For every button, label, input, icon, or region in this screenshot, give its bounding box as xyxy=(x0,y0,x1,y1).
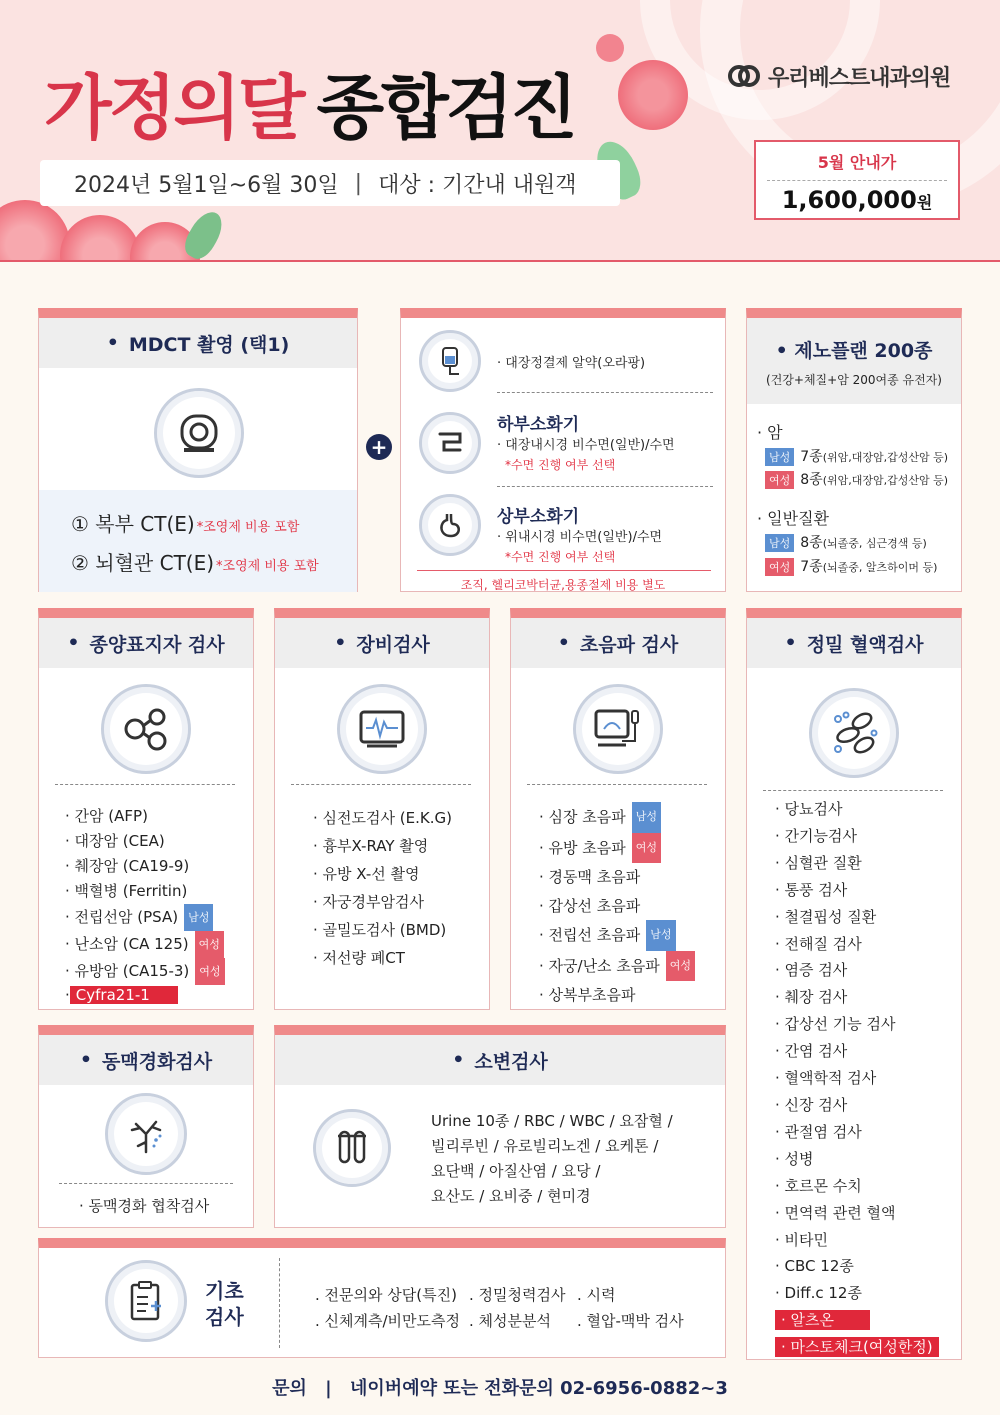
clipboard-icon xyxy=(105,1260,187,1342)
geno-general-female: 여성 7종(뇌졸중, 알츠하이머 등) xyxy=(765,556,937,576)
geno-cancer-label: · 암 xyxy=(757,423,783,442)
urine-items: Urine 10종 / RBC / WBC / 요잠혈 / 빌리루빈 / 유로빌리노겐 / 요케톤 / 요단백 / 아질산염 / 요당 / 요산도 / 요비중 / 현미경 xyxy=(431,1112,673,1205)
stomach-icon xyxy=(419,494,481,556)
list-item: · 백혈병 (Ferritin) xyxy=(65,882,188,900)
list-item: · 난소암 (CA 125) 여성 xyxy=(65,931,225,958)
artery-item: · 동맥경화 협착검사 xyxy=(79,1197,210,1215)
list-item: · 간기능검사 xyxy=(775,826,857,845)
equipment-list xyxy=(313,804,452,972)
list-item: · 대장암 (CEA) xyxy=(65,832,165,850)
card-equipment: • 장비검사 · 심전도검사 (E.K.G) · 흉부X-RAY 촬영 · 유방 X-선 촬영 · 자궁경부암검사 · 골밀도검사 (BMD) · 저선량 폐CT xyxy=(274,608,490,1010)
list-item: · 전해질 검사 xyxy=(775,934,862,953)
list-item: · 면역력 관련 혈액 xyxy=(775,1203,896,1222)
list-item: · 마스토체크(여성한정) xyxy=(775,1334,939,1361)
female-tag: 여성 xyxy=(195,958,224,985)
male-tag: 남성 xyxy=(646,920,675,951)
price-value: 1,600,000원 xyxy=(781,186,933,214)
list-item: · 유방 초음파 여성 xyxy=(539,833,695,864)
list-item: · 비타민 xyxy=(775,1230,829,1249)
contact-footer: 문의 | 네이버예약 또는 전화문의 02-6956-0882~3 xyxy=(272,1378,728,1399)
ultrasound-machine-icon xyxy=(573,684,663,774)
test-tubes-icon xyxy=(313,1109,391,1187)
event-target: 대상 : 기간내 내원객 xyxy=(378,172,577,198)
list-item: · 심전도검사 (E.K.G) xyxy=(313,809,452,827)
list-item: · CBC 12종 xyxy=(775,1257,854,1276)
card-title: 동맥경화검사 xyxy=(102,1050,213,1073)
female-tag: 여성 xyxy=(666,951,695,982)
list-item: · 경동맥 초음파 xyxy=(539,868,641,886)
header-banner xyxy=(0,0,1000,262)
blood-test-list xyxy=(775,796,939,1361)
endoscopy-footnote: 조직, 헬리코박터균,용종절제 비용 별도 xyxy=(460,578,666,592)
price-label: 5월 안내가 xyxy=(817,153,897,172)
blood-cells-icon xyxy=(809,688,899,778)
geno-cancer-male: 남성 7종(위암,대장암,갑성산암 등) xyxy=(765,446,948,466)
ecg-monitor-icon xyxy=(337,684,427,774)
list-item: · 갑상선 기능 검사 xyxy=(775,1015,896,1034)
list-item: · 상복부초음파 xyxy=(539,986,636,1004)
list-item: · 관절염 검사 xyxy=(775,1122,862,1141)
clinic-logo xyxy=(728,60,950,92)
list-item: · 당뇨검사 xyxy=(775,800,843,818)
card-urine-test: • 소변검사 Urine 10종 / RBC / WBC / 요잠혈 / 빌리루빈 / 유로빌리노겐 / 요케톤 / 요단백 / 아질산염 / 요당 / 요산도 / 요비중 / 현미경 xyxy=(274,1025,726,1228)
list-item: · 유방 X-선 촬영 xyxy=(313,865,420,883)
lower-gi-title: 하부소화기 xyxy=(497,415,580,435)
page-title: 가정의달 종합검진 xyxy=(44,67,575,149)
list-item: · 염증 검사 xyxy=(775,961,848,980)
card-title: 초음파 검사 xyxy=(579,633,679,656)
basic-test-items: . 전문의와 상담(특진) . 정밀청력검사 . 시력 . 신체계측/비만도측정 . 체성분분석 . 혈압-맥박 검사 xyxy=(315,1286,684,1330)
geno-general-label: · 일반질환 xyxy=(757,509,829,528)
geno-cancer-female: 여성 8종(위암,대장암,갑성산암 등) xyxy=(765,469,948,489)
plus-icon: + xyxy=(366,434,392,460)
upper-gi-note: *수면 진행 여부 선택 xyxy=(505,550,616,564)
list-item: · 통풍 검사 xyxy=(775,880,848,899)
list-item: · 저선량 폐CT xyxy=(313,949,405,967)
list-item: · 전립선 초음파 남성 xyxy=(539,920,695,951)
carnation-flower-icon xyxy=(60,215,140,262)
contact-phone[interactable]: 네이버예약 또는 전화문의 02-6956-0882~3 xyxy=(350,1378,728,1399)
male-tag: 남성 xyxy=(184,904,213,931)
list-item: · 심장 초음파 남성 xyxy=(539,802,695,833)
card-title: 장비검사 xyxy=(356,633,430,656)
list-item: · 혈액학적 검사 xyxy=(775,1069,877,1088)
molecule-icon xyxy=(101,684,191,774)
colon-icon xyxy=(419,412,481,474)
list-item: · 호르몬 수치 xyxy=(775,1176,862,1195)
mri-scanner-icon xyxy=(154,388,244,478)
mdct-options: ① 복부 CT(E) *조영제 비용 포함 ② 뇌혈관 CT(E) *조영제 비용 포함 xyxy=(39,490,357,592)
iv-bag-icon xyxy=(419,330,481,392)
list-item: · 유방암 (CA15-3) 여성 xyxy=(65,958,225,985)
card-genoplan: • 제노플랜 200종 (건강+체질+암 200여종 유전자) · 암 남성 7종(위암,대장암,갑성산암 등) 여성 8종(위암,대장암,갑성산암 등) · 일반질환 남성 8종(뇌졸중, 심근경색 등) 여성 7종(뇌졸중, 알츠하이머 등) xyxy=(746,308,962,592)
card-blood-test: • 정밀 혈액검사 · 당뇨검사 · 간기능검사 · 심혈관 질환 · 통풍 검사 · 철결핍성 질환 · 전해질 검사 · 염증 검사 · 췌장 검사 · 갑상선 기능 검사 · 간염 검사 · 혈액학적 검사 · 신장 검사 · 관절염 검사 · 성병 · 호르몬 수치 · 면역력 관련 혈액 · 비타민 · CBC 12종 · Diff.c 12종 · 알츠온 · 마스토체크(여성한정) xyxy=(746,608,962,1360)
geno-general-male: 남성 8종(뇌졸중, 심근경색 등) xyxy=(765,532,927,552)
lower-gi-desc: · 대장내시경 비수면(일반)/수면 xyxy=(497,438,675,453)
card-title: 종양표지자 검사 xyxy=(89,633,225,656)
ultrasound-list xyxy=(539,802,695,1010)
list-item: · 알츠온 xyxy=(775,1307,939,1334)
card-arteriosclerosis: • 동맥경화검사 · 동맥경화 협착검사 xyxy=(38,1025,254,1228)
event-period-bar: 2024년 5월1일~6월 30일 | 대상 : 기간내 내원객 xyxy=(40,160,620,206)
price-box xyxy=(754,140,960,220)
card-title: 제노플랜 200종 xyxy=(794,340,933,362)
list-item: · 췌장 검사 xyxy=(775,988,848,1007)
contact-label: 문의 xyxy=(272,1378,307,1399)
carnation-flower-icon xyxy=(618,60,688,130)
list-item: · 심혈관 질환 xyxy=(775,853,862,872)
list-item: · Cyfra21-1 xyxy=(65,985,225,1005)
tumor-marker-list xyxy=(65,804,225,1005)
prep-text: · 대장정결제 알약(오라팡) xyxy=(497,356,646,371)
upper-gi-desc: · 위내시경 비수면(일반)/수면 xyxy=(497,530,663,545)
list-item: · 골밀도검사 (BMD) xyxy=(313,921,447,939)
card-tumor-markers: • 종양표지자 검사 · 간암 (AFP) · 대장암 (CEA) · 췌장암 (CA19-9) · 백혈병 (Ferritin) · 전립선암 (PSA) 남성 · 난소암 (CA 125) 여성 · 유방암 (CA15-3) 여성 · Cyfra21-1 xyxy=(38,608,254,1010)
artery-icon xyxy=(105,1093,187,1175)
list-item: · 흉부X-RAY 촬영 xyxy=(313,837,429,855)
card-subtitle: (건강+체질+암 200여종 유전자) xyxy=(766,373,942,387)
list-item: · 신장 검사 xyxy=(775,1095,848,1114)
list-item: · Diff.c 12종 xyxy=(775,1284,862,1303)
female-tag: 여성 xyxy=(632,833,661,864)
carnation-flower-icon xyxy=(596,34,624,62)
card-ultrasound: • 초음파 검사 · 심장 초음파 남성 · 유방 초음파 여성 · 경동맥 초음파 · 갑상선 초음파 · 전립선 초음파 남성 · 자궁/난소 초음파 여성 · 상복부초음파 xyxy=(510,608,726,1010)
list-item: · 갑상선 초음파 xyxy=(539,896,641,915)
card-endoscopy xyxy=(400,308,726,592)
event-period: 2024년 5월1일~6월 30일 xyxy=(74,172,339,198)
male-tag: 남성 xyxy=(632,802,661,833)
list-item: · 성병 xyxy=(775,1149,814,1168)
female-tag: 여성 xyxy=(195,931,224,958)
card-title: 정밀 혈액검사 xyxy=(806,633,924,656)
card-title: MDCT 촬영 (택1) xyxy=(128,333,290,356)
card-mdct: • MDCT 촬영 (택1) ① 복부 CT(E) *조영제 비용 포함 ② 뇌혈관 CT(E) *조영제 비용 포함 xyxy=(38,308,358,592)
basic-test-title: 기초 검사 xyxy=(205,1279,244,1329)
list-item: · 철결핍성 질환 xyxy=(775,907,877,926)
upper-gi-title: 상부소화기 xyxy=(497,507,580,527)
lower-gi-note: *수면 진행 여부 선택 xyxy=(505,458,616,472)
card-title: 소변검사 xyxy=(474,1050,548,1073)
clinic-logo-icon xyxy=(728,60,760,92)
card-basic-test xyxy=(38,1238,726,1358)
list-item: · 간암 (AFP) xyxy=(65,807,148,825)
list-item: · 자궁/난소 초음파 여성 xyxy=(539,951,695,982)
clinic-name: 우리베스트내과의원 xyxy=(768,65,951,91)
list-item: · 자궁경부암검사 xyxy=(313,893,424,911)
list-item: · 전립선암 (PSA) 남성 xyxy=(65,904,225,931)
list-item: · 췌장암 (CA19-9) xyxy=(65,857,190,875)
list-item: · 간염 검사 xyxy=(775,1042,848,1061)
